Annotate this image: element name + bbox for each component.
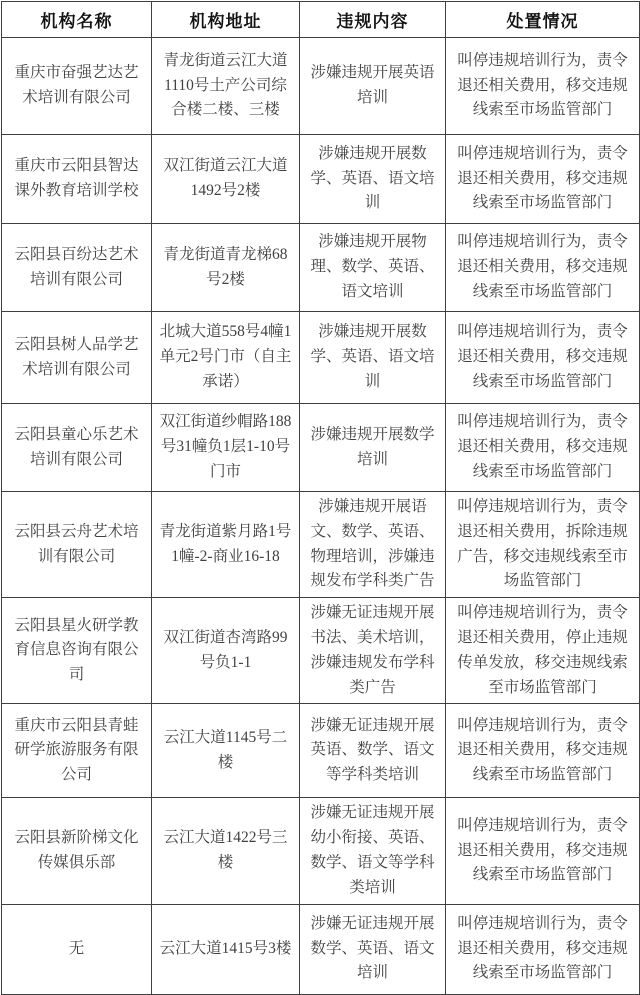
cell-org-address: 云江大道1422号三楼	[152, 798, 300, 904]
table-row	[2, 904, 640, 994]
table-row	[2, 224, 640, 312]
cell-violation: 涉嫌违规开展物理、数学、英语、语文培训	[300, 224, 446, 312]
cell-disposition: 叫停违规培训行为，责令退还相关费用，移交违规线索至市场监管部门	[446, 135, 640, 224]
cell-violation: 涉嫌无证违规开展幼小衔接、英语、数学、语文等学科类培训	[300, 798, 446, 904]
cell-org-name: 重庆市奋强艺达艺术培训有限公司	[2, 38, 152, 135]
cell-org-name: 云阳县童心乐艺术培训有限公司	[2, 404, 152, 492]
cell-disposition: 叫停违规培训行为，责令退还相关费用，移交违规线索至市场监管部门	[446, 904, 640, 994]
violation-table	[1, 1, 640, 995]
cell-disposition: 叫停违规培训行为，责令退还相关费用，停止违规传单发放，移交违规线索至市场监管部门	[446, 598, 640, 704]
cell-disposition: 叫停违规培训行为，责令退还相关费用，移交违规线索至市场监管部门	[446, 38, 640, 135]
cell-org-address: 北城大道558号4幢1单元2号门市（自主承诺）	[152, 312, 300, 404]
cell-violation: 涉嫌无证违规开展书法、美术培训，涉嫌违规发布学科类广告	[300, 598, 446, 704]
cell-violation: 涉嫌违规开展英语培训	[300, 38, 446, 135]
table-row	[2, 704, 640, 798]
cell-org-name: 云阳县树人品学艺术培训有限公司	[2, 312, 152, 404]
cell-org-name: 云阳县云舟艺术培训有限公司	[2, 492, 152, 598]
table-row	[2, 598, 640, 704]
header-violation: 违规内容	[300, 2, 446, 38]
table-row	[2, 404, 640, 492]
cell-org-address: 双江街道云江大道1492号2楼	[152, 135, 300, 224]
cell-violation: 涉嫌违规开展数学培训	[300, 404, 446, 492]
cell-disposition: 叫停违规培训行为，责令退还相关费用，移交违规线索至市场监管部门	[446, 224, 640, 312]
table-row	[2, 798, 640, 904]
table-row	[2, 135, 640, 224]
cell-violation: 涉嫌违规开展语文、数学、英语、物理培训，涉嫌违规发布学科类广告	[300, 492, 446, 598]
cell-org-name: 云阳县百纷达艺术培训有限公司	[2, 224, 152, 312]
header-disposition: 处置情况	[446, 2, 640, 38]
cell-org-address: 双江街道杏湾路99号负1-1	[152, 598, 300, 704]
cell-org-name: 云阳县新阶梯文化传媒俱乐部	[2, 798, 152, 904]
table-row	[2, 492, 640, 598]
cell-violation: 涉嫌违规开展数学、英语、语文培训	[300, 135, 446, 224]
table-row	[2, 38, 640, 135]
cell-org-name: 无	[2, 904, 152, 994]
cell-org-address: 云江大道1145号二楼	[152, 704, 300, 798]
cell-org-address: 青龙街道青龙梯68号2楼	[152, 224, 300, 312]
cell-disposition: 叫停违规培训行为，责令退还相关费用，移交违规线索至市场监管部门	[446, 798, 640, 904]
cell-org-name: 重庆市云阳县智达课外教育培训学校	[2, 135, 152, 224]
cell-disposition: 叫停违规培训行为，责令退还相关费用，移交违规线索至市场监管部门	[446, 704, 640, 798]
cell-org-name: 重庆市云阳县青蛙研学旅游服务有限公司	[2, 704, 152, 798]
header-org-address: 机构地址	[152, 2, 300, 38]
cell-disposition: 叫停违规培训行为，责令退还相关费用，拆除违规广告，移交违规线索至市场监管部门	[446, 492, 640, 598]
cell-violation: 涉嫌无证违规开展英语、数学、语文等学科类培训	[300, 704, 446, 798]
cell-violation: 涉嫌无证违规开展数学、英语、语文培训	[300, 904, 446, 994]
cell-disposition: 叫停违规培训行为，责令退还相关费用，移交违规线索至市场监管部门	[446, 312, 640, 404]
cell-disposition: 叫停违规培训行为，责令退还相关费用，移交违规线索至市场监管部门	[446, 404, 640, 492]
cell-org-address: 双江街道纱帽路188号31幢负1层1-10号门市	[152, 404, 300, 492]
cell-violation: 涉嫌违规开展数学、英语、语文培训	[300, 312, 446, 404]
header-row	[2, 2, 640, 38]
cell-org-address: 青龙街道紫月路1号1幢-2-商业16-18	[152, 492, 300, 598]
header-org-name: 机构名称	[2, 2, 152, 38]
cell-org-address: 青龙街道云江大道1110号土产公司综合楼二楼、三楼	[152, 38, 300, 135]
cell-org-address: 云江大道1415号3楼	[152, 904, 300, 994]
cell-org-name: 云阳县星火研学教育信息咨询有限公司	[2, 598, 152, 704]
table-row	[2, 312, 640, 404]
